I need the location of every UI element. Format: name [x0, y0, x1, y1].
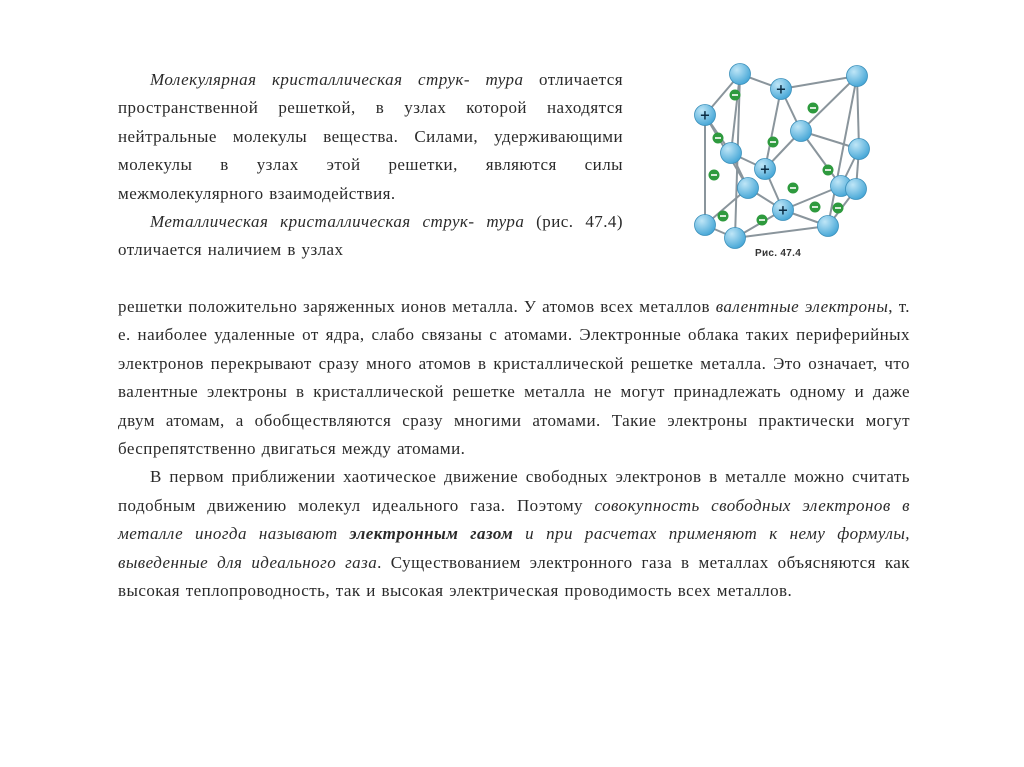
ion-icon: [721, 143, 742, 164]
ion-icon: [846, 179, 867, 200]
italic-statement: совокупность свободных электронов в металле иногда называют: [118, 495, 910, 544]
term-metallic-structure-end: тура: [486, 212, 525, 232]
paragraph-text: решетки положительно заряженных ионов металла. У атомов всех металлов: [118, 297, 716, 316]
positive-ion-icon: [771, 79, 792, 100]
text-column-top: [118, 66, 623, 265]
ion-icon: [818, 216, 839, 237]
term-molecular-structure: Молекулярная кристаллическая струк-: [150, 70, 470, 89]
lattice-bond: [765, 89, 781, 169]
term-electron-gas: электронным газом: [349, 524, 514, 544]
lattice-bond: [857, 76, 859, 149]
electron-icon: [833, 203, 844, 214]
positive-ion-icon: [695, 105, 716, 126]
positive-ion-icon: [773, 200, 794, 221]
electron-icon: [768, 137, 779, 148]
electron-icon: [823, 165, 834, 176]
term-molecular-structure-end: тура: [485, 70, 524, 89]
paragraph-text: отличается пространственной решеткой, в узлах которой находятся нейтральные молекулы вещества. Силами, удерживающими молекулы в узлах этой решетки, являются силы межмолекулярного взаимодействия.: [118, 70, 623, 203]
ion-sign: +: [777, 203, 789, 219]
term-metallic-structure: Металлическая кристаллическая струк-: [150, 212, 475, 232]
electron-icon: [810, 202, 821, 213]
electron-icon: [709, 170, 720, 181]
ion-icon: [725, 228, 746, 249]
paragraph-text: . Существованием электронного газа в металлах объясняются как высокая теплопроводность, так и высокая электрическая проводимость всех металлов.: [118, 552, 910, 601]
ion-icon: [847, 66, 868, 87]
text-column-bottom: [118, 293, 910, 605]
positive-ion-icon: [755, 159, 776, 180]
term-valence-electrons: валентные электроны: [715, 297, 889, 316]
paragraph-text: В первом приближении хаотическое движение свободных электронов в металле можно считать подобным движению молекул идеального газа. Поэтому: [118, 467, 910, 515]
electron-icon: [718, 211, 729, 222]
ion-icon: [849, 139, 870, 160]
paragraph-text: , т. е. наиболее удаленные от ядра, слабо связаны с атомами. Электронные облака таких периферийных электронов перекрывают сразу много атомов в кристаллической решетке металла. Это означает, что валентные электроны в кристаллической решетке металла не могут принадлежать одному и даже двум атомам, а обобществляются сразу многими атомами. Такие электроны практически могут беспрепятственно двигаться между атомами.: [118, 297, 910, 459]
italic-statement-end: и при расчетах применяют к нему формулы, выведенные для идеального газа: [118, 524, 910, 572]
electron-icon: [730, 90, 741, 101]
paragraph-molecular-structure: [118, 66, 623, 208]
electron-icon: [788, 183, 799, 194]
metallic-lattice-figure: [683, 58, 883, 254]
ion-icon: [738, 178, 759, 199]
ion-sign: +: [775, 82, 787, 98]
lattice-bond: [735, 226, 828, 238]
paragraph-metallic-structure: [118, 208, 623, 265]
ion-icon: [791, 121, 812, 142]
paragraph-text: (рис. 47.4) отличается наличием в узлах: [118, 212, 623, 260]
electron-icon: [713, 133, 724, 144]
figure-caption: Рис. 47.4: [755, 248, 802, 259]
ion-icon: [730, 64, 751, 85]
ion-sign: +: [759, 162, 771, 178]
paragraph-metallic-continuation: [118, 293, 910, 463]
electron-icon: [757, 215, 768, 226]
ion-sign: +: [699, 108, 711, 124]
ion-icon: [695, 215, 716, 236]
paragraph-electron-gas: [118, 463, 910, 605]
electron-icon: [808, 103, 819, 114]
